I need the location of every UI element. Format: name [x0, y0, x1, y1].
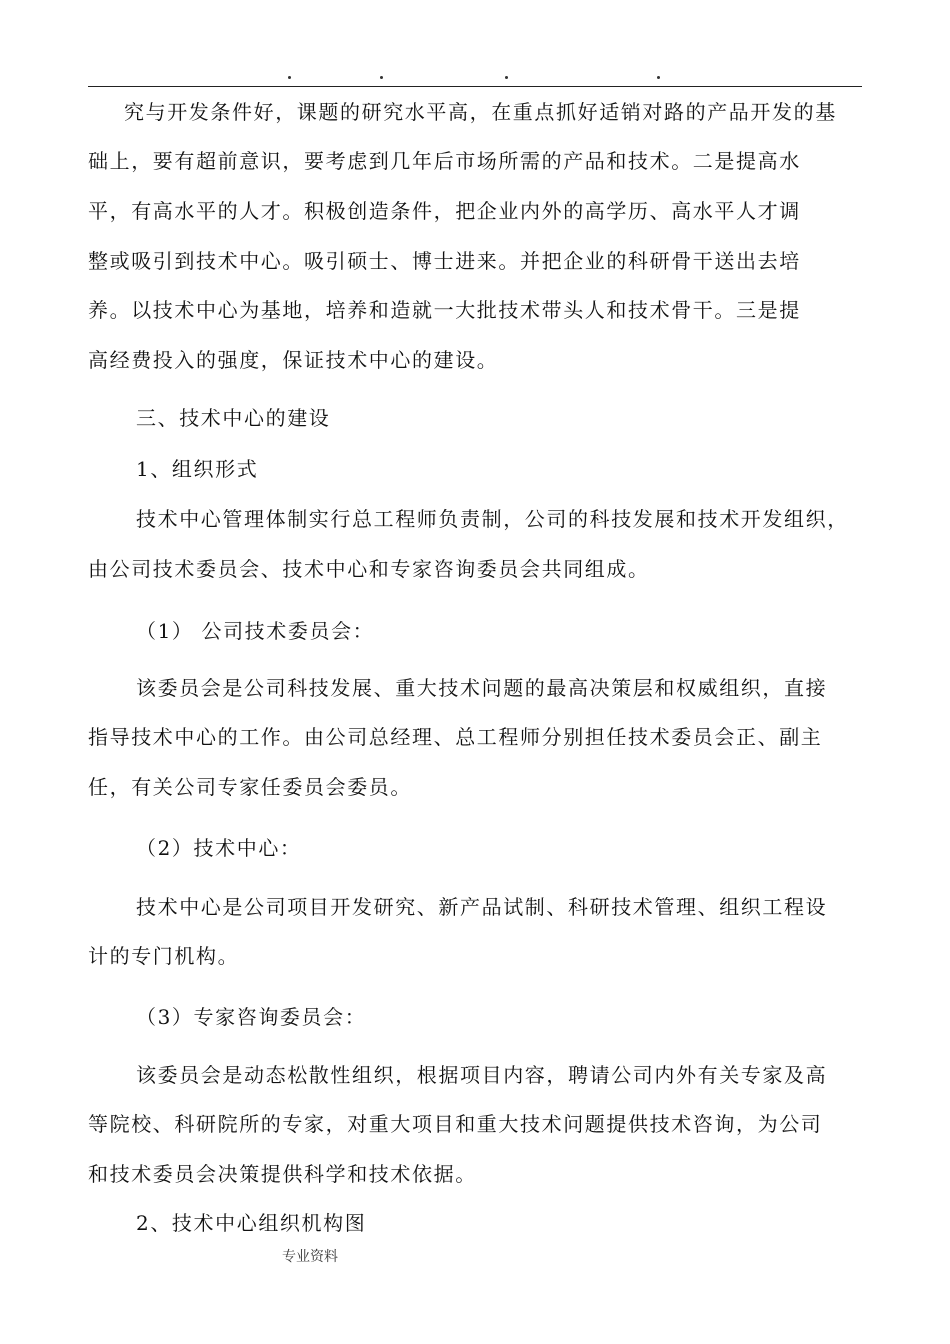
paragraph-line: 究与开发条件好，课题的研究水平高，在重点抓好适销对路的产品开发的基	[124, 100, 837, 124]
paragraph-line: 高经费投入的强度，保证技术中心的建设。	[88, 348, 499, 372]
paragraph-line: 养。以技术中心为基地，培养和造就一大批技术带头人和技术骨干。三是提	[88, 298, 801, 322]
paragraph-line: 指导技术中心的工作。由公司总经理、总工程师分别担任技术委员会正、副主	[88, 725, 823, 749]
paragraph-line: 础上，要有超前意识，要考虑到几年后市场所需的产品和技术。二是提高水	[88, 149, 801, 173]
paragraph-line: 由公司技术委员会、技术中心和专家咨询委员会共同组成。	[88, 557, 650, 581]
paragraph-line: 该委员会是动态松散性组织，根据项目内容，聘请公司内外有关专家及高	[136, 1063, 828, 1087]
section-heading: 三、技术中心的建设	[136, 406, 331, 430]
header-dot	[380, 76, 383, 79]
paragraph-line: 整或吸引到技术中心。吸引硕士、博士进来。并把企业的科研骨干送出去培	[88, 249, 801, 273]
header-dot	[505, 76, 508, 79]
item-heading: （2）技术中心：	[136, 836, 302, 860]
header-rule	[88, 86, 862, 87]
paragraph-line: 计的专门机构。	[88, 944, 240, 968]
paragraph-line: 等院校、科研院所的专家，对重大项目和重大技术问题提供技术咨询，为公司	[88, 1112, 823, 1136]
page-footer: 专业资料	[282, 1249, 338, 1265]
subsection-heading: 2、技术中心组织机构图	[136, 1211, 367, 1235]
paragraph-line: 和技术委员会决策提供科学和技术依据。	[88, 1162, 477, 1186]
header-dot	[657, 76, 660, 79]
paragraph-line: 技术中心管理体制实行总工程师负责制，公司的科技发展和技术开发组织，	[136, 507, 849, 531]
paragraph-line: 任，有关公司专家任委员会委员。	[88, 775, 412, 799]
item-heading: （3）专家咨询委员会：	[136, 1005, 367, 1029]
paragraph-line: 平，有高水平的人才。积极创造条件，把企业内外的高学历、高水平人才调	[88, 199, 801, 223]
paragraph-line: 该委员会是公司科技发展、重大技术问题的最高决策层和权威组织，直接	[136, 676, 828, 700]
item-heading: （1） 公司技术委员会：	[136, 619, 375, 643]
subsection-heading: 1、组织形式	[136, 457, 259, 481]
header-dot	[288, 76, 291, 79]
paragraph-line: 技术中心是公司项目开发研究、新产品试制、科研技术管理、组织工程设	[136, 895, 828, 919]
